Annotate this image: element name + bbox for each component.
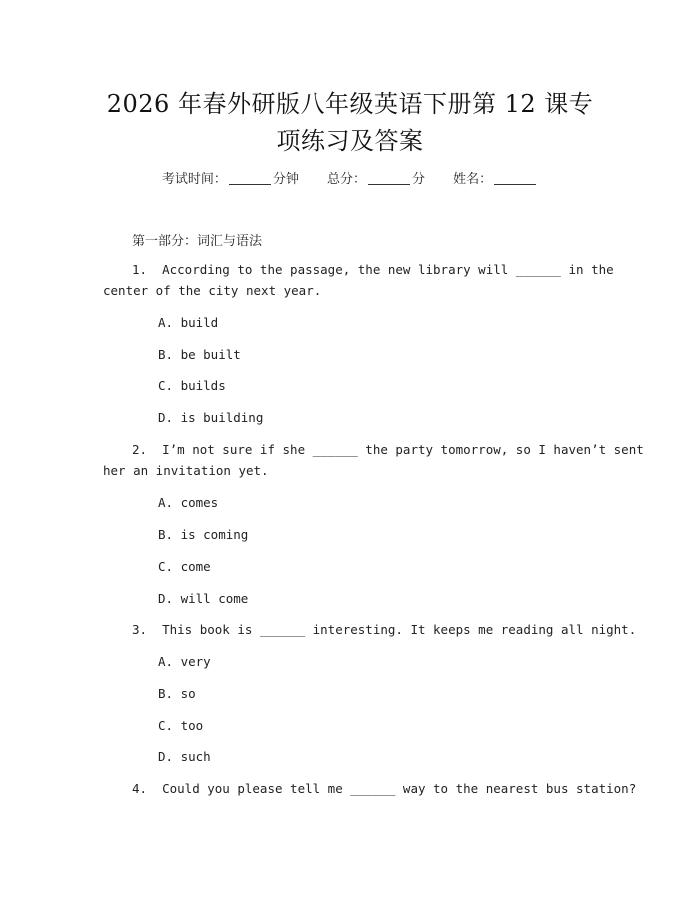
question-3-option-b: B. so	[158, 686, 196, 701]
question-1-text-cont: center of the city next year.	[103, 283, 322, 298]
exam-info	[0, 168, 700, 187]
question-3-option-a: A. very	[158, 654, 211, 669]
question-1-option-b: B. be built	[158, 347, 241, 362]
question-2-text: 2. I’m not sure if she ______ the party tomorrow, so I haven’t sent	[132, 442, 644, 457]
exam-time-label: 考试时间：	[161, 172, 227, 187]
question-2-option-c: C. come	[158, 559, 211, 574]
student-name-blank	[494, 172, 536, 185]
total-score-blank	[368, 172, 410, 185]
question-3-option-d: D. such	[158, 749, 211, 764]
document-title-line-1: 2026 年春外研版八年级英语下册第 12 课专	[106, 90, 594, 118]
question-2-option-d: D. will come	[158, 591, 249, 606]
exam-time-unit: 分钟	[272, 172, 299, 187]
question-4-text: 4. Could you please tell me ______ way to the nearest bus station?	[132, 781, 637, 796]
student-name-label: 姓名：	[453, 172, 493, 187]
question-1-option-d: D. is building	[158, 410, 264, 425]
total-score	[327, 168, 425, 187]
question-2-option-b: B. is coming	[158, 527, 249, 542]
question-1-text: 1. According to the passage, the new library will ______ in the	[132, 262, 614, 277]
question-3-option-c: C. too	[158, 718, 204, 733]
section-title: 第一部分：词汇与语法	[132, 234, 263, 249]
question-1-option-a: A. build	[158, 315, 219, 330]
total-score-label: 总分：	[326, 172, 366, 187]
exam-time-blank	[229, 172, 271, 185]
question-1-option-c: C. builds	[158, 378, 226, 393]
document-title-line-2: 项练习及答案	[276, 127, 424, 155]
total-score-unit: 分	[412, 172, 426, 187]
student-name	[453, 168, 538, 187]
question-2-text-cont: her an invitation yet.	[103, 463, 269, 478]
exam-time	[162, 168, 299, 187]
question-3-text: 3. This book is ______ interesting. It keeps me reading all night.	[132, 622, 637, 637]
question-2-option-a: A. comes	[158, 495, 219, 510]
